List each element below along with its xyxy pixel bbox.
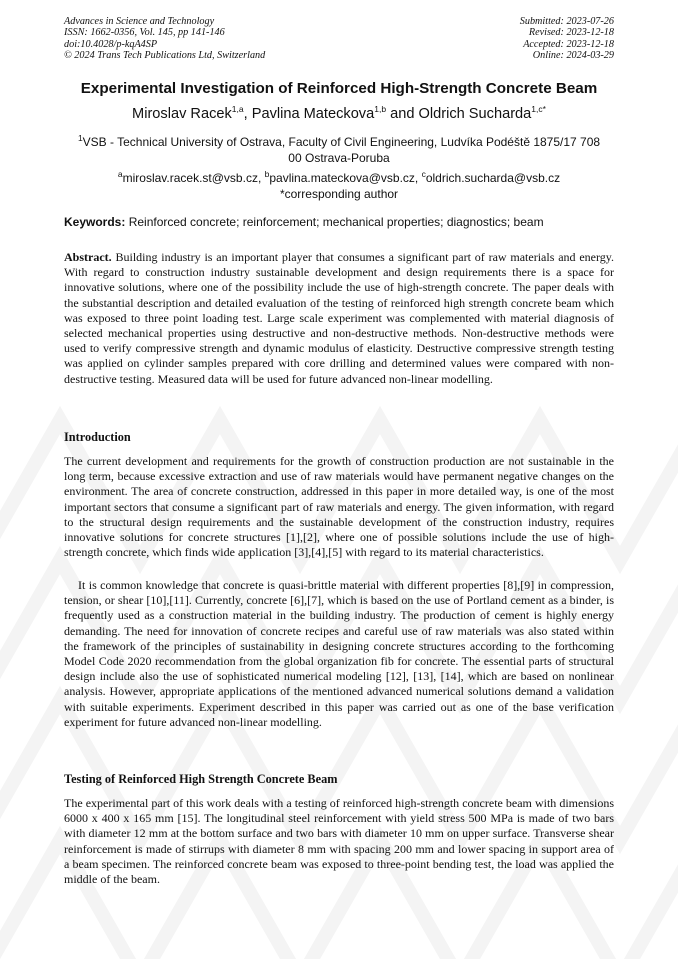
affiliation	[74, 130, 604, 166]
email-c[interactable]: oldrich.sucharda@vsb.cz	[425, 171, 561, 185]
affiliation-text: VSB - Technical University of Ostrava, Faculty of Civil Engineering, Ludvíka Podéště 1875/17 708 00 Ostrava-Poruba	[82, 135, 601, 165]
abstract-text: Building industry is an important player that consumes a significant part of raw materials and energy. With regard to construction industry sustainable development and design requirements there is a space for innovative solutions, where one of the possibility include the use of high-strength concrete. The paper deals with the substantial description and detailed evaluation of the testing of reinforced high strength concrete beam which was exposed to three point loading test. Large scale experiment was complemented with material diagnosis of selected mechanical properties using destructive and non-destructive methods. Non-destructive methods were used to verify compressive strength and dynamic modulus of elasticity. Destructive compressive strength testing was applied on cylinder samples prepared with core drilling and determined values were compared with non-destructive testing. Measured data will be used for future advanced non-linear modelling.	[64, 250, 614, 386]
date-online: Online: 2024-03-29	[532, 50, 614, 62]
author-separator: ,	[243, 105, 252, 122]
corresponding-author-note: *corresponding author	[279, 187, 399, 201]
journal-header	[64, 16, 265, 62]
submission-dates	[520, 16, 614, 62]
date-accepted: Accepted: 2023-12-18	[523, 38, 614, 50]
affiliation-number: 1	[77, 133, 83, 143]
section-heading-testing: Testing of Reinforced High Strength Concrete Beam	[64, 772, 338, 786]
keywords-label: Keywords:	[64, 215, 126, 229]
author-list	[0, 104, 678, 122]
author-2-affil: 1,b	[374, 104, 387, 114]
author-2: Pavlina Mateckova	[251, 105, 375, 122]
abstract	[64, 250, 614, 387]
author-1: Miroslav Racek	[132, 105, 232, 122]
keywords-text: Reinforced concrete; reinforcement; mechanical properties; diagnostics; beam	[125, 215, 544, 229]
journal-doi: doi:10.4028/p-kqA4SP	[64, 38, 158, 50]
author-3-affil: 1,c*	[531, 104, 546, 114]
paper-title: Experimental Investigation of Reinforced High-Strength Concrete Beam	[80, 80, 598, 97]
email-b[interactable]: pavlina.mateckova@vsb.cz,	[269, 171, 422, 185]
introduction-paragraph-2: It is common knowledge that concrete is quasi-brittle material with different properties [8],[9] in compression, tension, or shear [10],[11]. Currently, concrete [6],[7], which is based on the use of Portland cement as a binder, is frequently used as a construction material in the building industry. The production of cement is highly energy demanding. The need for innovation of concrete recipes and careful use of raw materials was also stated within the framework of the principles of sustainability in designing concrete structures according to the forthcoming Model Code 2020 recommendation from the global organization fib for concrete. The essential parts of structural design include also the use of sophisticated numerical modeling [12], [13], [14], which are based on nonlinear analysis. However, appropriate applications of the mentioned advanced numerical solutions demand a validation with suitable experiments. Experiment described in this paper was carried out as one of the base verification experiment for future advanced non-linear modelling.	[64, 578, 614, 729]
email-a[interactable]: miroslav.racek.st@vsb.cz,	[122, 171, 265, 185]
author-emails	[0, 166, 678, 202]
author-3: Oldrich Sucharda	[418, 105, 532, 122]
date-revised: Revised: 2023-12-18	[528, 27, 614, 39]
journal-name: Advances in Science and Technology	[64, 16, 215, 27]
author-1-affil: 1,a	[231, 104, 244, 114]
journal-issn: ISSN: 1662-0356, Vol. 145, pp 141-146	[64, 27, 225, 39]
abstract-label: Abstract.	[64, 250, 112, 264]
section-heading-introduction: Introduction	[64, 430, 131, 444]
email-marker-c: c	[421, 169, 426, 179]
email-marker-b: b	[264, 169, 270, 179]
introduction-paragraph-1: The current development and requirements for the growth of construction production are not sustainable in the long term, because excessive extraction and use of raw materials would have permanent negative changes on the environment. The area of concrete construction, addressed in this paper in more detailed way, is one of the most important sectors that consume a significant part of raw materials and energy. The given information, with regard to the structural design requirements and the sustainable development of the construction industry, requires innovative solutions for concrete structures [1],[2], where one of possible solutions include the use of high-strength concrete, which finds wide application [3],[4],[5] with regard to its material characteristics.	[64, 454, 614, 560]
testing-paragraph-1: The experimental part of this work deals with a testing of reinforced high-strength concrete beam with dimensions 6000 x 400 x 165 mm [15]. The longitudinal steel reinforcement with yield stress 500 MPa is made of two bars with diameter 12 mm at the bottom surface and two bars with diameter 10 mm on upper surface. Transverse shear reinforcement is made of stirrups with diameter 8 mm with spacing 200 mm and lower spacing in support area of a beam specimen. The reinforced concrete beam was exposed to three-point bending test, the load was applied the middle of the beam.	[64, 796, 614, 887]
date-submitted: Submitted: 2023-07-26	[519, 16, 614, 27]
email-marker-a: a	[117, 169, 123, 179]
journal-copyright: © 2024 Trans Tech Publications Ltd, Switzerland	[64, 50, 266, 62]
author-separator: and	[386, 105, 419, 122]
keywords	[64, 215, 614, 229]
